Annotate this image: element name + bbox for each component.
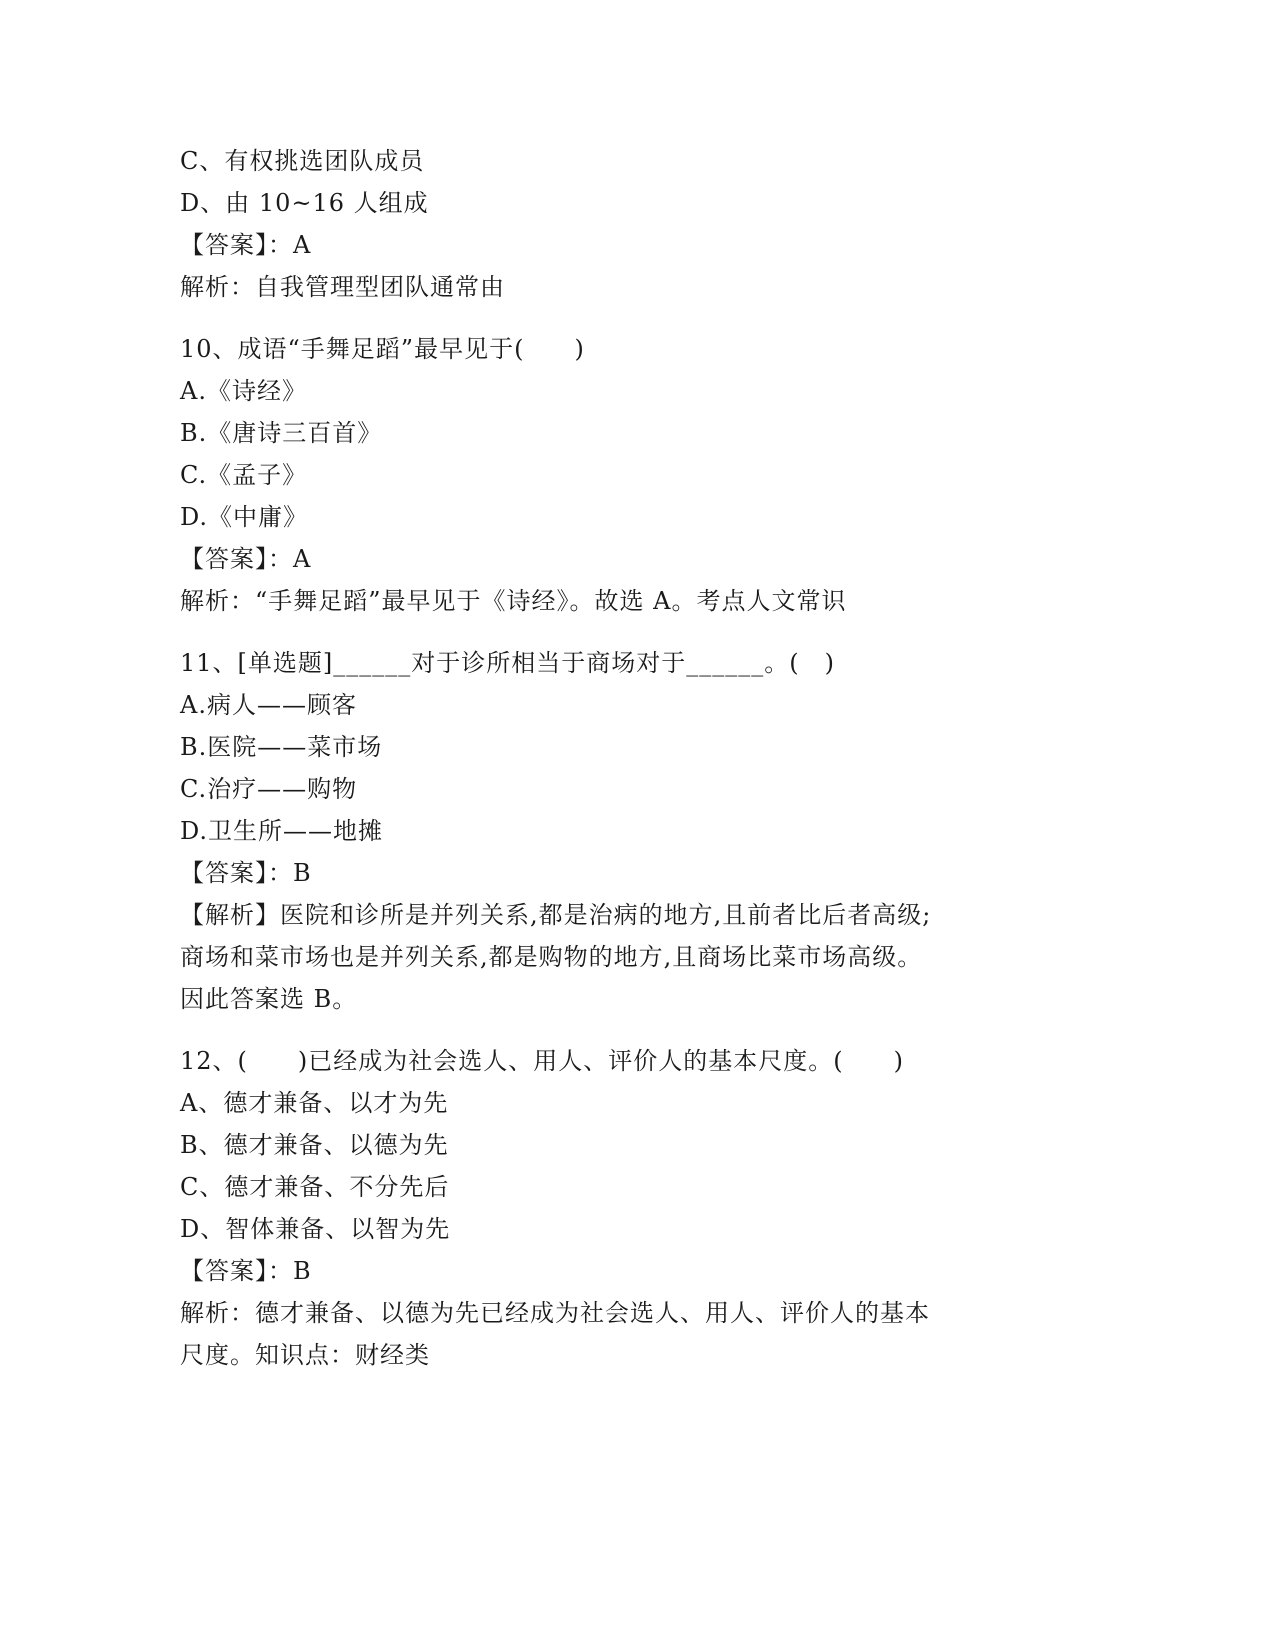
- q11-question: 11、[单选题]______对于诊所相当于商场对于______。( ): [180, 649, 835, 677]
- q9-analysis: 解析：自我管理型团队通常由: [180, 273, 505, 301]
- q11-option-a: A.病人——顾客: [180, 691, 357, 719]
- q12-option-c: C、德才兼备、不分先后: [180, 1173, 450, 1201]
- spacer: [180, 308, 1080, 328]
- q10-option-c: C.《孟子》: [180, 461, 308, 489]
- q12-option-b: B、德才兼备、以德为先: [180, 1131, 449, 1159]
- q10-option-d: D.《中庸》: [180, 503, 309, 531]
- q10-option-b: B.《唐诗三百首》: [180, 419, 383, 447]
- q9-option-c: C、有权挑选团队成员: [180, 147, 425, 175]
- q9-option-d: D、由 10~16 人组成: [180, 189, 429, 217]
- q10-question: 10、成语“手舞足蹈”最早见于( ): [180, 335, 585, 363]
- q12-answer: 【答案】：B: [180, 1257, 312, 1285]
- document-page: [180, 140, 1080, 1376]
- q11-analysis-line-1: 【解析】医院和诊所是并列关系,都是治病的地方,且前者比后者高级;: [180, 901, 932, 929]
- q11-option-c: C.治疗——购物: [180, 775, 358, 803]
- spacer: [180, 1020, 1080, 1040]
- q9-answer: 【答案】：A: [180, 231, 312, 259]
- question-9-tail: [180, 140, 1080, 308]
- q10-answer: 【答案】：A: [180, 545, 312, 573]
- q11-analysis-line-2: 商场和菜市场也是并列关系,都是购物的地方,且商场比菜市场高级。: [180, 943, 923, 971]
- q11-answer: 【答案】：B: [180, 859, 312, 887]
- q12-option-a: A、德才兼备、以才为先: [180, 1089, 449, 1117]
- q12-question: 12、( )已经成为社会选人、用人、评价人的基本尺度。( ): [180, 1047, 904, 1075]
- question-11: [180, 642, 1080, 1020]
- question-12: [180, 1040, 1080, 1376]
- q12-analysis-line-1: 解析：德才兼备、以德为先已经成为社会选人、用人、评价人的基本: [180, 1299, 930, 1327]
- q10-option-a: A.《诗经》: [180, 377, 307, 405]
- q12-option-d: D、智体兼备、以智为先: [180, 1215, 451, 1243]
- spacer: [180, 622, 1080, 642]
- q11-option-b: B.医院——菜市场: [180, 733, 383, 761]
- question-10: [180, 328, 1080, 622]
- q11-analysis-line-3: 因此答案选 B。: [180, 985, 358, 1013]
- q10-analysis: 解析：“手舞足蹈”最早见于《诗经》。故选 A。考点人文常识: [180, 587, 847, 615]
- q12-analysis-line-2: 尺度。知识点：财经类: [180, 1341, 430, 1369]
- q11-option-d: D.卫生所——地摊: [180, 817, 384, 845]
